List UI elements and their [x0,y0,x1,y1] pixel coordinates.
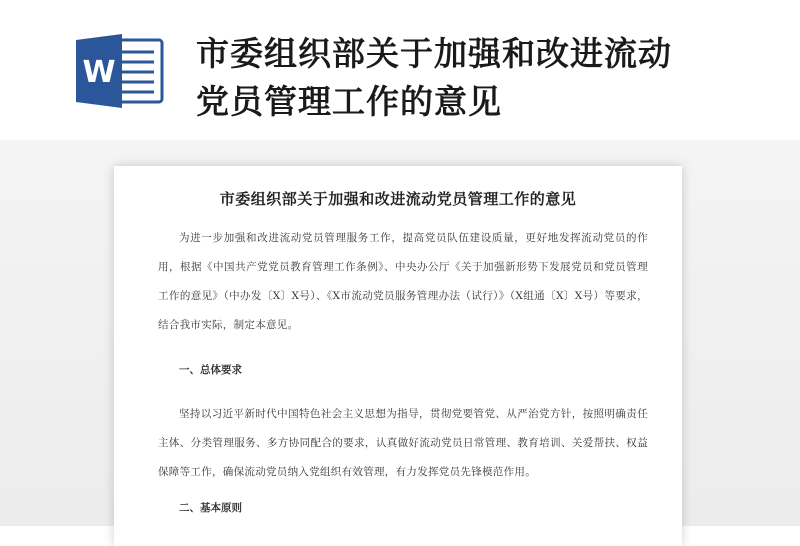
paragraph-intro: 为进一步加强和改进流动党员管理服务工作，提高党员队伍建设质量，更好地发挥流动党员的作用，根据《中国共产党党员教育管理工作条例》、中央办公厅《关于加强新形势下发展党员和党员管理工作的意见》（中办发〔X〕X号）、《X市流动党员服务管理办法（试行）》（X组通〔X〕X号）等要求，结合我市实际，制定本意见。 [158,232,648,331]
section-heading-1: 一、总体要求 [179,364,242,376]
title-line-2: 党员管理工作的意见 [196,82,502,121]
title-line-1: 市委组织部关于加强和改进流动 [196,34,672,73]
header-banner [0,0,800,140]
document-page [114,166,682,546]
section-heading-2: 二、基本原则 [179,502,242,514]
word-document-icon [76,34,164,108]
page-title [196,30,776,126]
paragraph-general-requirements: 坚持以习近平新时代中国特色社会主义思想为指导，贯彻党要管党、从严治党方针，按照明确责任主体、分类管理服务、多方协同配合的要求，认真做好流动党员日常管理、教育培训、关爱帮扶、权益保障等工作，确保流动党员纳入党组织有效管理，有力发挥党员先锋模范作用。 [158,408,648,478]
svg-text:W: W [82,55,116,90]
document-title: 市委组织部关于加强和改进流动党员管理工作的意见 [219,190,577,208]
